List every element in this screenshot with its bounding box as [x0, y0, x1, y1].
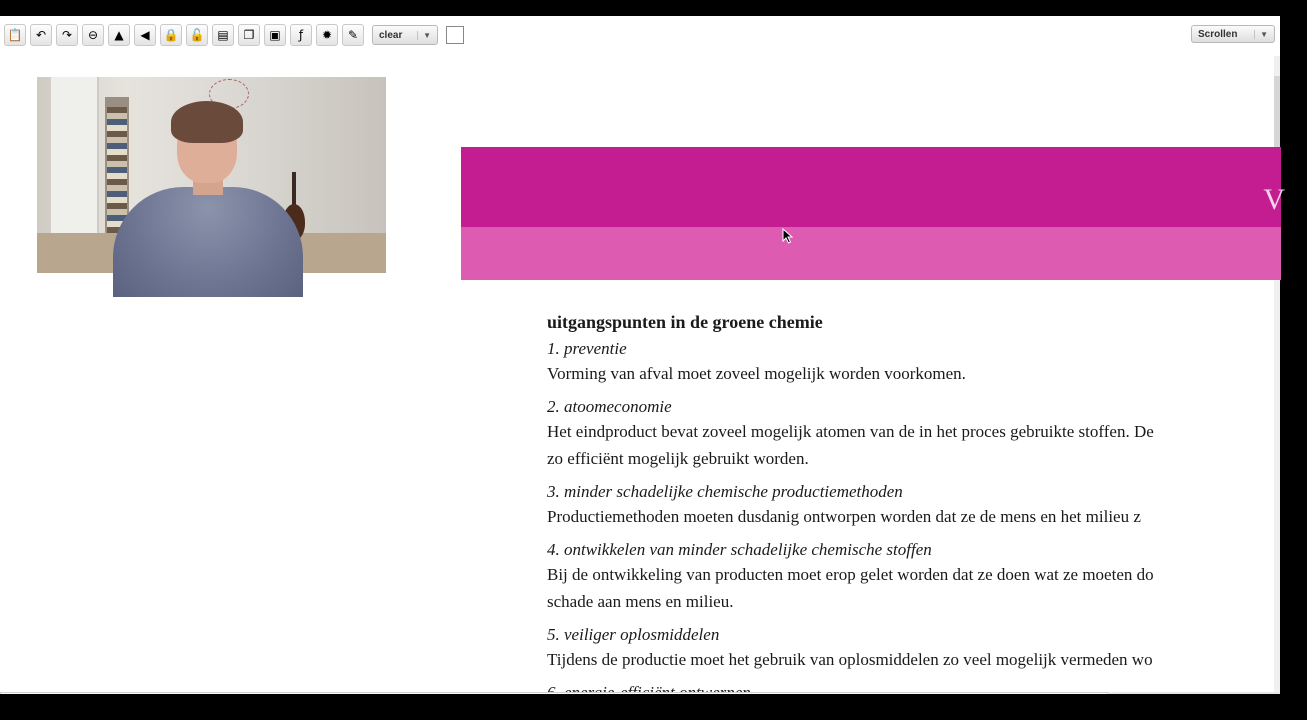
image-icon: ▣: [269, 28, 281, 42]
chevron-down-icon: ▼: [417, 31, 431, 40]
banner-band-bottom: [461, 227, 1281, 280]
principle-text: schade aan mens en milieu.: [547, 592, 734, 611]
undo-icon: ↶: [35, 28, 47, 42]
pen-button[interactable]: [342, 24, 364, 46]
undo-button[interactable]: [30, 24, 52, 46]
principle-item: [547, 396, 1307, 472]
principle-title: 3. minder schadelijke chemische productiemethoden: [547, 482, 903, 501]
stop-icon: ⊖: [87, 28, 99, 42]
paste-button[interactable]: [4, 24, 26, 46]
pages-icon: ❐: [243, 28, 255, 42]
color-splash-icon: ✹: [321, 28, 333, 42]
clear-dropdown[interactable]: [372, 25, 438, 45]
principle-title: 2. atoomeconomie: [547, 397, 672, 416]
document-content: [547, 312, 1307, 690]
principle-text: zo efficiënt mogelijk gebruikt worden.: [547, 449, 809, 468]
formula-button[interactable]: [290, 24, 312, 46]
pages-button[interactable]: [238, 24, 260, 46]
principle-item: [547, 338, 1307, 387]
banner-band-top: [461, 147, 1281, 227]
principle-item: [547, 539, 1307, 615]
image-button[interactable]: [264, 24, 286, 46]
principle-item: [547, 624, 1307, 673]
toolbar: [4, 24, 464, 46]
shape-left-icon: ◀: [140, 28, 150, 42]
principle-text: Productiemethoden moeten dusdanig ontworpen worden dat ze de mens en het milieu z: [547, 507, 1141, 526]
redo-button[interactable]: [56, 24, 78, 46]
stop-button[interactable]: [82, 24, 104, 46]
principle-title: 1. preventie: [547, 339, 627, 358]
shape-up-icon: ▲: [114, 28, 124, 42]
shape-up-button[interactable]: [108, 24, 130, 46]
principle-text: Het eindproduct bevat zoveel mogelijk atomen van de in het proces gebruikte stoffen. De: [547, 422, 1154, 441]
chevron-down-icon: ▼: [1254, 30, 1268, 39]
scroll-mode-label: Scrollen: [1198, 28, 1238, 40]
principle-item: [547, 481, 1307, 530]
unlock-button[interactable]: [186, 24, 208, 46]
top-black-bar: [0, 0, 1280, 16]
principle-text: Vorming van afval moet zoveel mogelijk worden voorkomen.: [547, 364, 966, 383]
principle-text: Bij de ontwikkeling van producten moet erop gelet worden dat ze doen wat ze moeten do: [547, 565, 1154, 584]
page-button[interactable]: [212, 24, 234, 46]
cursor-arrow-icon: [782, 228, 794, 244]
principle-text: Tijdens de productie moet het gebruik van oplosmiddelen zo veel mogelijk vermeden wo: [547, 650, 1153, 669]
redo-icon: ↷: [61, 28, 73, 42]
cut-off-line: [547, 682, 1307, 690]
paste-icon: 📋: [7, 28, 23, 42]
clear-label: clear: [379, 29, 403, 41]
lock-button[interactable]: [160, 24, 182, 46]
bottom-black-bar: [0, 694, 1280, 720]
banner-letter: V: [1263, 183, 1285, 216]
document-heading: uitgangspunten in de groene chemie: [547, 312, 823, 332]
webcam-presenter: [113, 97, 303, 273]
formula-icon: ƒ: [298, 28, 304, 42]
color-splash-button[interactable]: [316, 24, 338, 46]
document-banner: [461, 147, 1285, 280]
principle-title: 4. ontwikkelen van minder schadelijke chemische stoffen: [547, 540, 932, 559]
lock-icon: 🔒: [163, 28, 179, 42]
principle-title: 5. veiliger oplosmiddelen: [547, 625, 720, 644]
document-page: [461, 16, 1285, 694]
whiteboard-canvas[interactable]: [0, 16, 1285, 694]
webcam-video: [37, 77, 386, 273]
page-icon: ▤: [217, 28, 229, 42]
pen-icon: ✎: [347, 28, 359, 42]
unlock-icon: 🔓: [189, 28, 205, 42]
shape-left-button[interactable]: [134, 24, 156, 46]
